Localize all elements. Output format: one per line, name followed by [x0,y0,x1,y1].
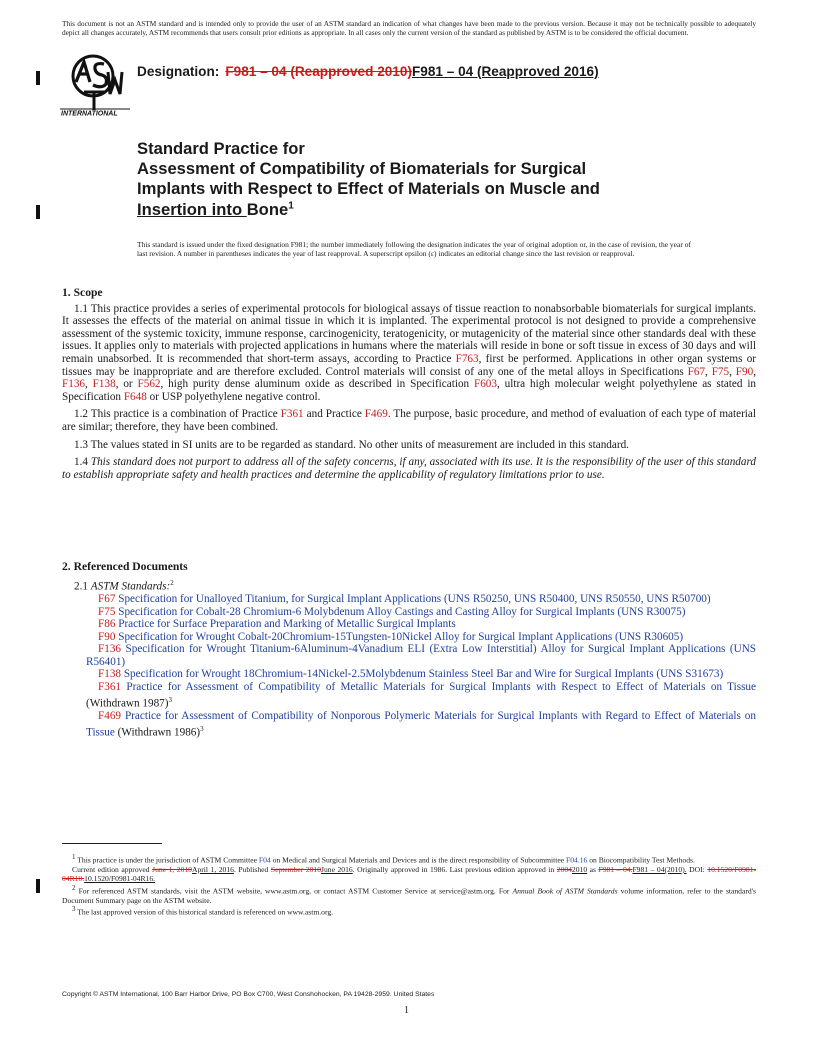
withdrawn-note: (Withdrawn 1987) [86,697,169,710]
ref-code-link[interactable]: F361 [98,681,122,694]
footnote-rule [62,843,162,844]
designation-new: F981 – 04 (Reapproved 2016) [411,64,599,79]
change-bar [36,879,40,893]
ref-link[interactable]: F648 [123,390,147,403]
ref-code-link[interactable]: F136 [98,643,122,656]
reference-item [62,618,756,631]
ref-link[interactable]: F763 [455,352,479,365]
reference-item [62,643,756,668]
title-line: Insertion into Bone$^1$ [137,199,294,219]
ref-link[interactable]: F361 [280,408,304,421]
ref-link[interactable]: F90 [735,365,754,378]
subsection-astm-standards: 2.1 ASTM Standards:$^2$ [74,578,174,593]
ref-code-link[interactable]: F138 [98,668,122,681]
astm-logo-icon [60,54,130,116]
ref-link[interactable]: F469 [364,408,388,421]
ref-title-link[interactable]: Specification for Wrought Cobalt-20Chromium-15Tungsten-10Nickel Alloy for Surgical Implant Applications (UNS R30605) [115,630,684,643]
designation-label: Designation: [137,64,220,79]
copyright: Copyright © ASTM International, 100 Barr Harbor Drive, PO Box C700, West Conshohocken, PA 19428-2959. United States [62,991,435,998]
ref-title-link[interactable]: Specification for Cobalt-28 Chromium-6 Molybdenum Alloy Castings and Casting Alloy for Surgical Implants (UNS R30075) [115,605,686,618]
footnote-mark: 1 [288,200,294,212]
ref-code-link[interactable]: F67 [98,592,116,605]
reference-item [62,606,756,619]
svg-text:INTERNATIONAL: INTERNATIONAL [61,110,118,116]
ref-title-link[interactable]: Specification for Wrought Titanium-6Aluminum-4Vanadium ELI (Extra Low Interstitial) Alloy for Surgical Implant Applications (UNS R56401) [86,643,756,668]
footnote-mark: 3 [168,695,173,704]
footnote-2: $^2$ For referenced ASTM standards, visit the ASTM website, www.astm.org, or contact ASTM Customer Service at service@astm.org. For Annual Book of ASTM Standards volume information, refer to the standard's Document Summary page on the ASTM website. [62,883,756,905]
footnotes [62,853,756,917]
paragraph-1-4: 1.4 This standard does not purport to address all of the safety concerns, if any, associated with its use. It is the responsibility of the user of this standard to establish appropriate safety and health practices and determine the applicability of regulatory limitations prior to use. [62,456,757,481]
reference-item [62,681,756,710]
astm-logo [60,54,130,116]
designation-old: F981 – 04 (Reapproved 2010) [225,64,412,79]
ref-code-link[interactable]: F469 [98,710,122,722]
ref-title-link[interactable]: Specification for Unalloyed Titanium, for Surgical Implant Applications (UNS R50250, UNS R50400, UNS R50550, UNS R50700) [115,592,711,605]
paragraph-1-3: 1.3 The values stated in SI units are to be regarded as standard. No other units of measurement are included in this standard. [74,438,629,451]
ref-title-link[interactable]: Specification for Wrought 18Chromium-14Nickel-2.5Molybdenum Stainless Steel Bar and Wire for Surgical Implants (UNS S31673) [121,668,724,681]
paragraph-1-2: 1.2 This practice is a combination of Practice F361 and Practice F469. The purpose, basic procedure, and method of evaluation of each type of material are similar; therefore, they have been combined. [62,408,756,433]
withdrawn-note: (Withdrawn 1986) [114,726,201,739]
ref-link[interactable]: F67 [687,365,706,378]
title-insertion: Insertion into [137,199,247,219]
ref-link[interactable]: F603 [473,378,497,391]
change-bar [36,205,40,219]
change-bar [36,71,40,85]
document-title [137,139,697,220]
ref-code-link[interactable]: F75 [98,605,116,618]
ref-code-link[interactable]: F86 [98,618,116,631]
ref-title-link[interactable]: Practice for Assessment of Compatibility of Nonporous Polymeric Materials for Surgical Implants with Regard to Effect of Materials on Tissue [86,710,756,739]
ref-code-link[interactable]: F90 [98,630,116,643]
title-line: Standard Practice for [137,139,305,158]
ref-link[interactable]: F04 [258,855,271,865]
footnote-1-edition: Current edition approved June 1, 2010April 1, 2016. Published September 2010June 2016. Originally approved in 1986. Last previous edition approved in 20042010 as F981 – 04.F981 – 04(2010). DOI: 10.1520/F0981-04R10.10.1520/F0981-04R16. [62,864,757,884]
section-scope [62,287,756,481]
title-line: Implants with Respect to Effect of Materials on Muscle and [137,179,600,199]
ref-link[interactable]: F136 [62,378,86,391]
paragraph-1-1: 1.1 This practice provides a series of experimental protocols for biological assays of tissue reaction to nonabsorbable biomaterials for surgical implants. It assesses the effects of the material on animal tissue in which it is implanted. The experimental protocol is not designed to provide a comprehensive assessment of the systemic toxicity, immune response, carcinogenicity, teratogenicity, or mutagenicity of the material since other standards deal with these issues. It applies only to materials with projected applications in humans where the materials will reside in bone or soft tissue in excess of 30 days and will remain unabsorbed. It is recommended that short-term assays, according to Practice F763, first be performed. Applications in other organ systems or tissues may be inappropriate and are therefore excluded. Control materials will consist of any one of the metal alloys in Specifications F67, F75, F90, F136, F138, or F562, high purity dense aluminum oxide as described in Specification F603, ultra high molecular weight polyethylene as stated in Specification F648 or USP polyethylene negative control. [62,302,757,403]
footnote-1: $^1$ This practice is under the jurisdiction of ASTM Committee F04 on Medical and Surgical Materials and Devices and is the direct responsibility of Subcommittee F04.16 on Biocompatibility Test Methods. [72,853,695,865]
change-notice: This document is not an ASTM standard and is intended only to provide the user of an ASTM standard an indication of what changes have been made to the previous version. Because it may not be technically possible to adequately depict all changes accurately, ASTM recommends that users consult prior editions as appropriate. In all cases only the current version of the standard as published by ASTM is to be considered the official document. [62,19,756,37]
ref-link[interactable]: F138 [92,378,116,391]
section-heading: 1. Scope [62,286,103,299]
ref-title-link[interactable]: Practice for Surface Preparation and Marking of Metallic Surgical Implants [115,618,456,631]
reference-item [62,631,756,644]
reference-item [62,593,756,606]
ref-link[interactable]: F04.16 [566,855,588,865]
issued-note: This standard is issued under the fixed designation F981; the number immediately following the designation indicates the year of original adoption or, in the case of revision, the year of last revision. A number in parentheses indicates the year of last reapproval. A superscript epsilon (ε) indicates an editorial change since the last revision or reapproval. [137,240,691,259]
ref-link[interactable]: F562 [137,378,161,391]
title-line: Assessment of Compatibility of Biomaterials for Surgical [137,159,587,179]
reference-list [62,593,756,739]
section-heading: 2. Referenced Documents [62,560,188,573]
section-referenced-documents [62,561,756,739]
footnote-3: $^3$ The last approved version of this historical standard is referenced on www.astm.org. [72,905,334,917]
designation [137,64,599,79]
ref-link[interactable]: F75 [711,365,730,378]
page-number: 1 [404,1005,409,1016]
reference-item [62,668,756,681]
footnote-mark: 3 [200,724,204,733]
reference-item [62,710,756,739]
ref-title-link[interactable]: Practice for Assessment of Compatibility of Metallic Materials for Surgical Implants with Respect to Effect of Materials on Tissue [121,681,756,694]
